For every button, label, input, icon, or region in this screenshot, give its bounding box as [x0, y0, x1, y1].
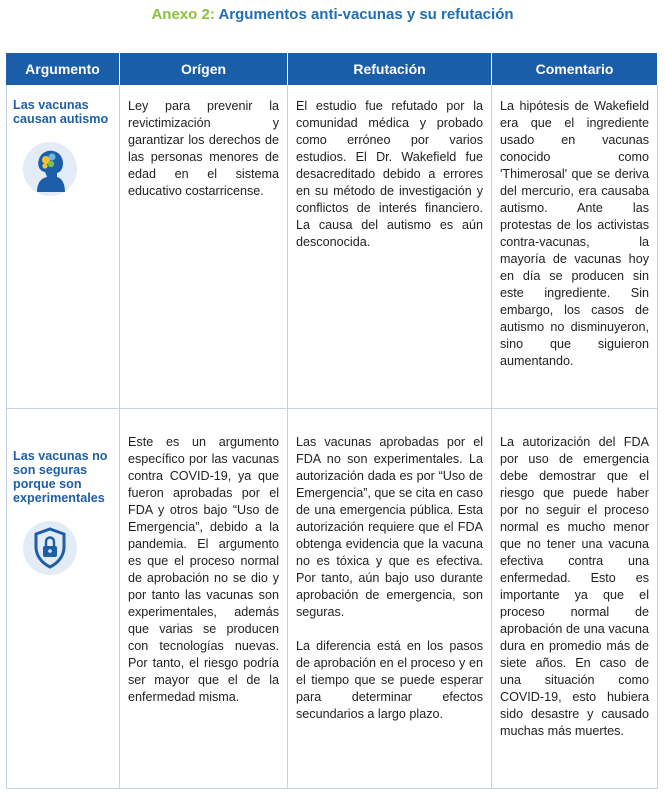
arguments-table [6, 53, 658, 789]
row-2-refutation-cell [288, 409, 492, 789]
row-1-argument: Las vacunas causan autismo [13, 98, 109, 126]
row-2-argument: Las vacunas no son seguras porque son experimentales [13, 449, 108, 505]
header-refutacion: Refutación [288, 53, 492, 85]
header-argumento: Argumento [6, 53, 120, 85]
row-1-refutation-paragraph: El estudio fue refutado por la comunidad médica y probado como erróneo por varios estudios. El Dr. Wakefield fue desacreditado debido a errores en su método de investigación y conflictos de interés financiero. La causa del autismo es aún desconocida. [296, 99, 483, 249]
row-1-comment: La hipótesis de Wakefield era que el ingrediente usado en vacunas conocido como 'Thimerosal' que se deriva del mercurio, era causaba autismo. Ante las protestas de los activistas contra-vacunas, la mayoría de vacunas hoy en día se producen sin este ingrediente. Sin embargo, los casos de autismo no disminuyeron, sino que siguieron aumentando. [492, 85, 658, 409]
title-annex-label: Anexo 2: [151, 6, 215, 23]
header-comentario: Comentario [492, 53, 658, 85]
child-head-icon [23, 142, 77, 196]
row-1-refutation-cell [288, 85, 492, 409]
header-origen: Orígen [120, 53, 288, 85]
row-1-argument-cell [6, 85, 120, 409]
row-1-origin: Ley para prevenir la revictimización y garantizar los derechos de las personas menores de edad en el sistema educativo costarricense. [120, 85, 288, 409]
title-text: Argumentos anti-vacunas y su refutación [218, 6, 514, 23]
paragraph-spacer [296, 621, 483, 638]
row-2-origin: Este es un argumento específico por las vacunas contra COVID-19, ya que fueron aprobadas por el FDA y otros bajo “Uso de Emergencia”, debido a la pandemia. El argumento es que el proceso normal de aprobación no se dio y por tanto las vacunas son experimentales, además que varias se producen con tecnologías nuevas. Por tanto, el riesgo podría ser mayor que el de la enfermedad misma. [120, 409, 288, 789]
row-2-refutation-paragraph-1: Las vacunas aprobadas por el FDA no son experimentales. La autorización dada es por “Uso de Emergencia”, que se cita en caso de una emergencia pública. Esta autorización requiere que el FDA obtenga evidencia que la vacuna no es tóxica y que es efectiva. Por tanto, aún bajo uso durante aprobación de emergencia, son seguras. [296, 435, 483, 619]
row-2-argument-cell [6, 409, 120, 789]
row-2-comment: La autorización del FDA por uso de emergencia debe demostrar que el riesgo que puede haber por no seguir el proceso normal es mucho menor que no tener una vacuna efectiva contra una enfermedad. Esto es importante ya que el proceso normal de aprobación de una vacuna dura en promedio más de siete años. En caso de una situación como COVID-19, esto hubiera sido desastre y causado muchas más muertes. [492, 409, 658, 789]
shield-lock-icon [23, 521, 77, 575]
row-2-refutation-paragraph-2: La diferencia está en los pasos de aprobación en el proceso y en el tiempo que se puede esperar para determinar efectos secundarios a largo plazo. [296, 639, 483, 721]
page-title [0, 6, 665, 23]
